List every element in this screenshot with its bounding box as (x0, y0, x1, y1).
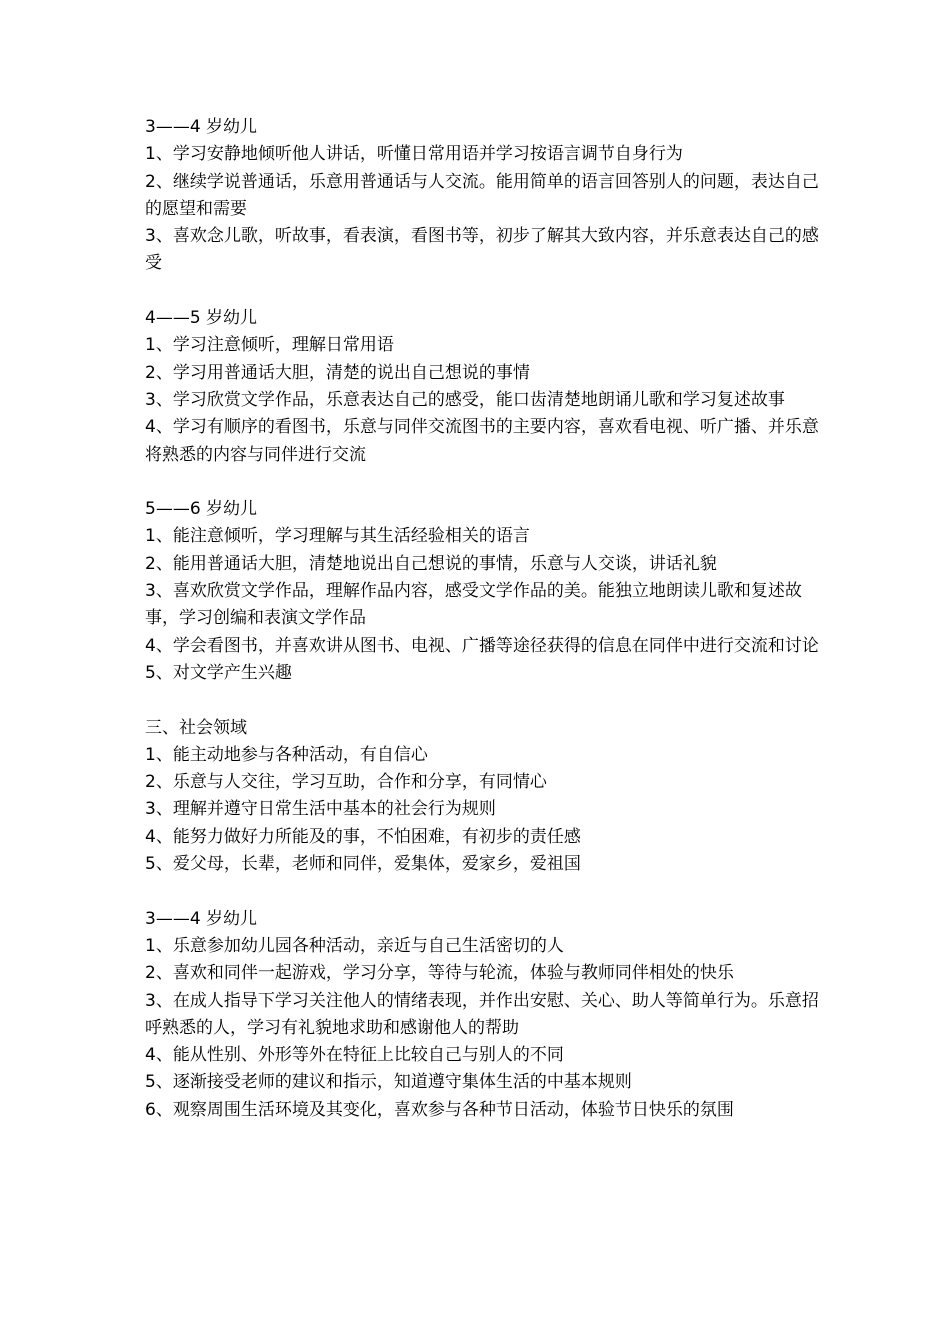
list-item: 1、乐意参加幼儿园各种活动，亲近与自己生活密切的人 (145, 935, 564, 956)
list-item: 4、学会看图书，并喜欢讲从图书、电视、广播等途径获得的信息在同伴中进行交流和讨论 (145, 635, 819, 656)
list-item: 2、继续学说普通话，乐意用普通话与人交流。能用简单的语言回答别人的问题，表达自己的愿望和需要 (145, 171, 819, 219)
list-item: 5、爱父母，长辈，老师和同伴，爱集体，爱家乡，爱祖国 (145, 854, 581, 875)
section-heading: 4——5 岁幼儿 (145, 308, 258, 329)
list-item: 5、逐渐接受老师的建议和指示，知道遵守集体生活的中基本规则 (145, 1072, 632, 1093)
list-item: 2、乐意与人交往，学习互助，合作和分享，有同情心 (145, 772, 547, 793)
section-heading: 3——4 岁幼儿 (145, 908, 258, 929)
list-item: 1、能注意倾听，学习理解与其生活经验相关的语言 (145, 526, 530, 547)
list-item: 2、能用普通话大胆，清楚地说出自己想说的事情，乐意与人交谈，讲话礼貌 (145, 553, 717, 574)
list-item: 3、学习欣赏文学作品，乐意表达自己的感受，能口齿清楚地朗诵儿歌和学习复述故事 (145, 389, 785, 410)
list-item: 1、学习注意倾听，理解日常用语 (145, 335, 394, 356)
list-item: 5、对文学产生兴趣 (145, 662, 292, 683)
list-item: 4、能从性别、外形等外在特征上比较自己与别人的不同 (145, 1045, 564, 1066)
list-item: 4、学习有顺序的看图书，乐意与同伴交流图书的主要内容，喜欢看电视、听广播、并乐意将熟悉的内容与同伴进行交流 (145, 417, 819, 465)
list-item: 1、能主动地参与各种活动，有自信心 (145, 744, 428, 765)
list-item: 3、喜欢念儿歌，听故事，看表演，看图书等，初步了解其大致内容，并乐意表达自己的感受 (145, 226, 819, 274)
list-item: 2、喜欢和同伴一起游戏，学习分享，等待与轮流，体验与教师同伴相处的快乐 (145, 963, 734, 984)
section-social-domain (145, 715, 825, 879)
section-3-4-language (145, 114, 825, 278)
section-heading: 5——6 岁幼儿 (145, 499, 258, 520)
section-4-5-language (145, 305, 825, 469)
list-item: 3、在成人指导下学习关注他人的情绪表现，并作出安慰、关心、助人等简单行为。乐意招呼熟悉的人，学习有礼貌地求助和感谢他人的帮助 (145, 990, 819, 1038)
list-item: 3、理解并遵守日常生活中基本的社会行为规则 (145, 799, 496, 820)
document-page (145, 114, 825, 1124)
section-3-4-social (145, 906, 825, 1124)
section-heading: 三、社会领域 (145, 717, 247, 738)
list-item: 3、喜欢欣赏文学作品，理解作品内容，感受文学作品的美。能独立地朗读儿歌和复述故事，学习创编和表演文学作品 (145, 581, 802, 629)
list-item: 1、学习安静地倾听他人讲话，听懂日常用语并学习按语言调节自身行为 (145, 144, 683, 165)
section-5-6-language (145, 496, 825, 687)
list-item: 6、观察周围生活环境及其变化，喜欢参与各种节日活动，体验节日快乐的氛围 (145, 1099, 734, 1120)
list-item: 2、学习用普通话大胆，清楚的说出自己想说的事情 (145, 362, 530, 383)
section-heading: 3——4 岁幼儿 (145, 117, 258, 137)
list-item: 4、能努力做好力所能及的事，不怕困难，有初步的责任感 (145, 826, 581, 847)
